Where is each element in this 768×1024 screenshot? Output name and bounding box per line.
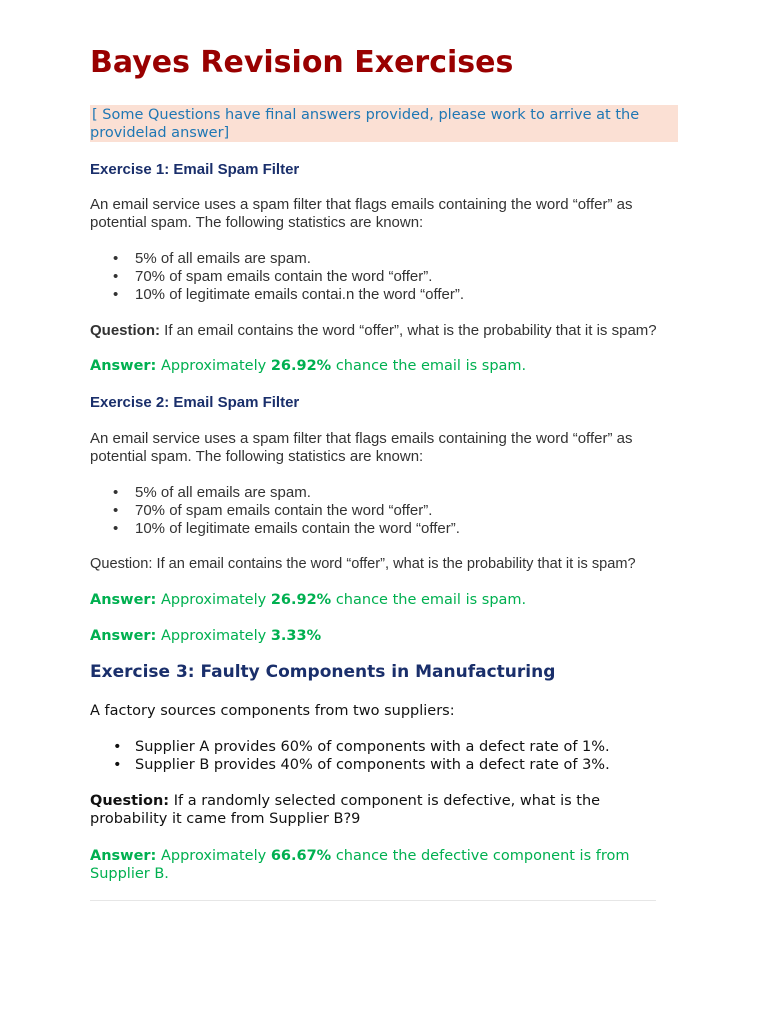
question-label: Question:: [90, 322, 160, 339]
instruction-note: [ Some Questions have final answers provided, please work to arrive at the providelad answer]: [90, 105, 678, 142]
list-item-text: Supplier A provides 60% of components with a defect rate of 1%.: [135, 739, 610, 755]
list-item-text: 5% of all emails are spam.: [135, 484, 311, 501]
list-item-text: Supplier B provides 40% of components with a defect rate of 3%.: [135, 757, 610, 773]
list-item: [90, 268, 464, 286]
answer-prefix: Approximately: [156, 592, 271, 608]
exercise-1-answer: [90, 357, 678, 375]
bullet-icon: •: [113, 286, 119, 303]
bullet-icon: •: [113, 250, 119, 267]
list-item-text: 70% of spam emails contain the word “offer”.: [135, 502, 433, 519]
list-item: [90, 250, 464, 268]
question-text: If an email contains the word “offer”, what is the probability that it is spam?: [152, 556, 636, 572]
exercise-2-bullet-list: [90, 484, 460, 538]
bullet-icon: •: [113, 520, 119, 537]
answer-value: 26.92%: [270, 358, 332, 374]
answer-value: 66.67%: [270, 848, 332, 864]
exercise-1-question: [90, 322, 690, 340]
exercise-2-intro: An email service uses a spam filter that flags emails containing the word “offer” as potential spam. The following statistics are known:: [90, 430, 633, 465]
list-item-text: 70% of spam emails contain the word “offer”.: [135, 268, 433, 285]
exercise-3-question: [90, 792, 678, 828]
list-item: [90, 738, 610, 756]
exercise-2-answer: [90, 591, 678, 609]
exercise-1-intro: An email service uses a spam filter that flags emails containing the word “offer” as potential spam. The following statistics are known:: [90, 196, 633, 231]
answer-label: Answer:: [90, 628, 157, 644]
answer-prefix: Approximately: [156, 628, 271, 644]
list-item-text: 5% of all emails are spam.: [135, 250, 311, 267]
list-item: [90, 520, 460, 538]
exercise-1-heading: Exercise 1: Email Spam Filter: [90, 161, 300, 178]
exercise-3-intro: A factory sources components from two suppliers:: [90, 703, 455, 719]
bullet-icon: •: [113, 757, 122, 773]
exercise-2-question: [90, 555, 690, 573]
list-item: [90, 286, 464, 304]
exercise-2-heading: Exercise 2: Email Spam Filter: [90, 394, 300, 411]
list-item: [90, 502, 460, 520]
answer-label: Answer:: [90, 358, 157, 374]
exercise-1-bullet-list: [90, 250, 464, 304]
exercise-3-answer: [90, 847, 678, 883]
question-text: If a randomly selected component is defective, what is the probability it came from Supplier B?9: [90, 793, 601, 827]
answer-value: 26.92%: [270, 592, 332, 608]
answer-suffix: chance the email is spam.: [331, 592, 527, 608]
horizontal-divider: [90, 900, 656, 901]
answer-value: 3.33%: [270, 628, 322, 644]
document-title: Bayes Revision Exercises: [90, 45, 514, 80]
answer-prefix: Approximately: [156, 848, 271, 864]
bullet-icon: •: [113, 484, 119, 501]
answer-prefix: Approximately: [156, 358, 271, 374]
question-label: Question:: [90, 793, 170, 809]
exercise-2-answer-secondary: [90, 627, 678, 645]
answer-label: Answer:: [90, 592, 157, 608]
answer-suffix: chance the defective component is from Supplier B.: [90, 848, 630, 882]
answer-suffix: chance the email is spam.: [331, 358, 527, 374]
list-item: [90, 484, 460, 502]
list-item-text: 10% of legitimate emails contai.n the word “offer”.: [135, 286, 465, 303]
bullet-icon: •: [113, 739, 122, 755]
exercise-3-bullet-list: [90, 738, 610, 774]
question-label: Question:: [90, 556, 153, 572]
list-item: [90, 756, 610, 774]
question-text: If an email contains the word “offer”, what is the probability that it is spam?: [160, 322, 657, 339]
exercise-3-heading: Exercise 3: Faulty Components in Manufacturing: [90, 662, 556, 682]
list-item-text: 10% of legitimate emails contain the word “offer”.: [135, 520, 460, 537]
bullet-icon: •: [113, 268, 119, 285]
answer-label: Answer:: [90, 848, 157, 864]
bullet-icon: •: [113, 502, 119, 519]
